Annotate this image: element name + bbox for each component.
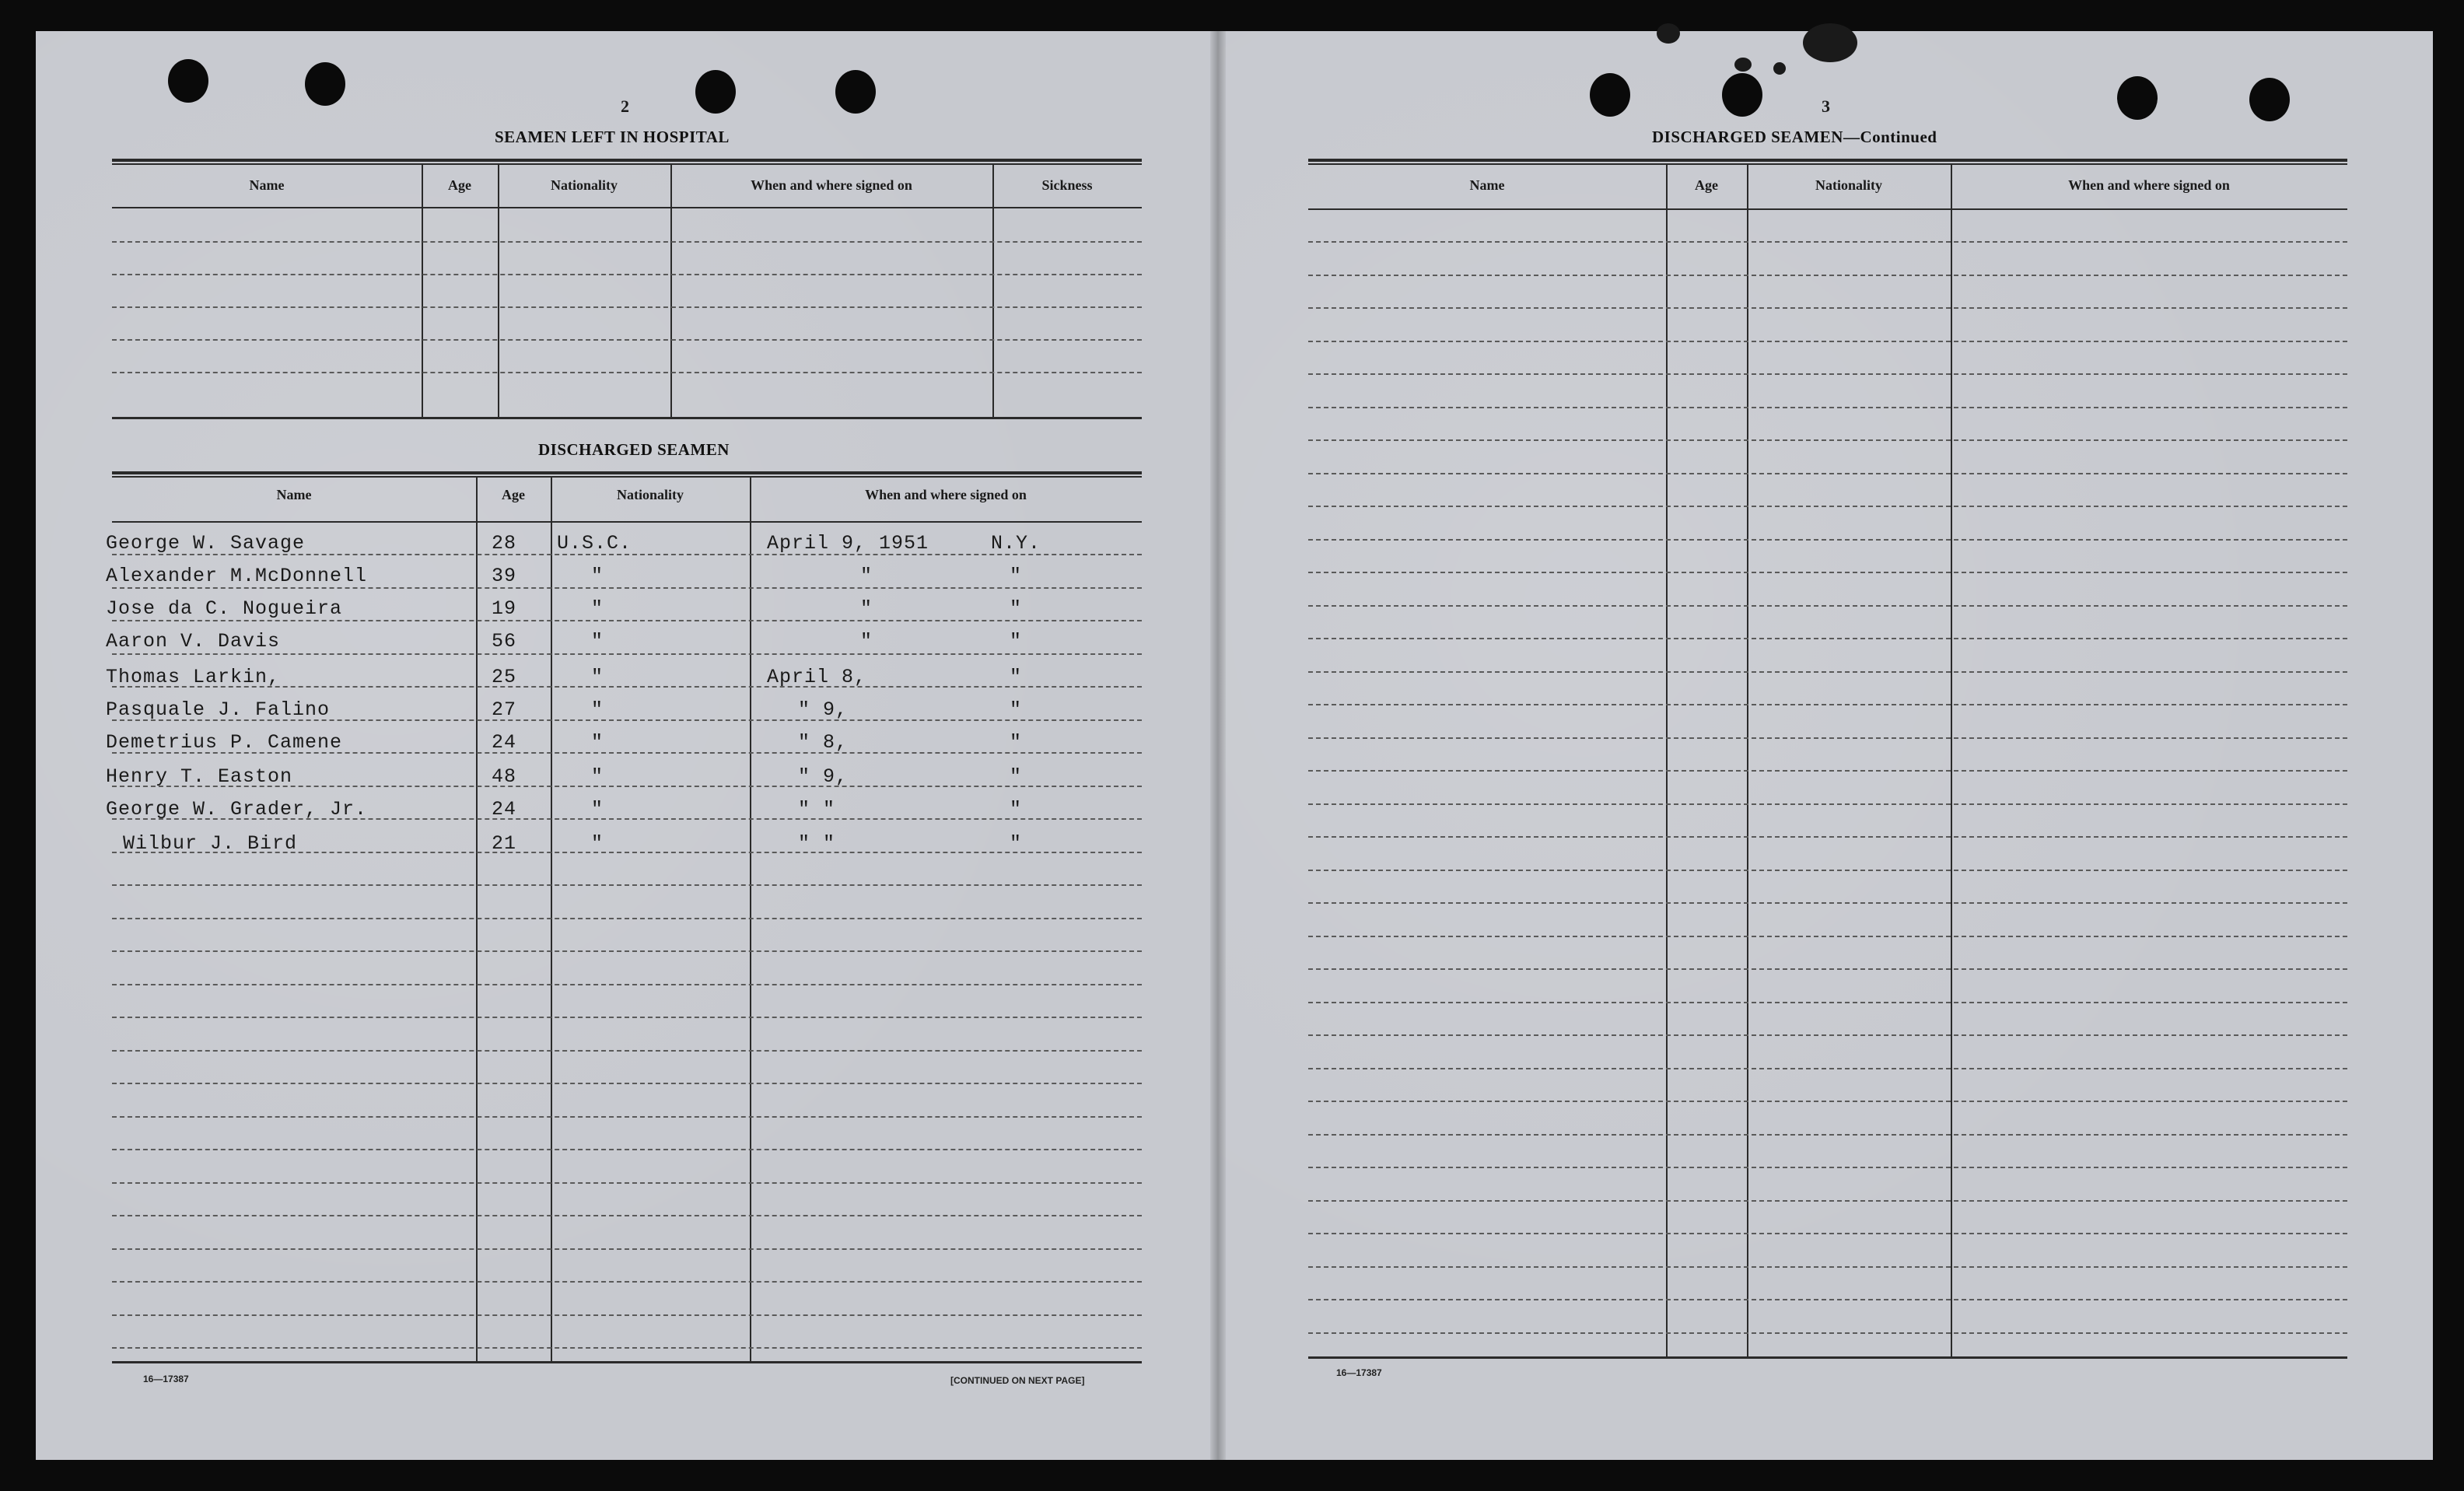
- right-col-age: Age: [1695, 177, 1718, 193]
- punch-hole: [168, 59, 208, 103]
- right-row-line: [1308, 341, 2347, 342]
- discharged-row-line: [112, 1149, 1142, 1150]
- seaman-age: 56: [492, 630, 517, 653]
- hospital-table-top-rule: [112, 163, 1142, 165]
- right-col-divider: [1747, 165, 1748, 1356]
- seaman-nationality: ": [591, 731, 604, 754]
- signed-on-date: April 9, 1951: [767, 532, 929, 555]
- punch-hole: [695, 70, 736, 114]
- discharged-row-line: [112, 1314, 1142, 1316]
- discharged-row-line: [112, 1116, 1142, 1118]
- discharged-table-top-rule: [112, 471, 1142, 474]
- right-col-nationality: Nationality: [1815, 177, 1882, 193]
- right-row-line: [1308, 241, 2347, 243]
- right-row-line: [1308, 1332, 2347, 1334]
- discharged-row-line: [112, 1215, 1142, 1216]
- right-row-line: [1308, 1233, 2347, 1234]
- right-row-line: [1308, 1299, 2347, 1300]
- continued-note: [CONTINUED ON NEXT PAGE]: [950, 1375, 1085, 1386]
- signed-on-place: ": [1010, 765, 1023, 788]
- right-row-line: [1308, 1266, 2347, 1268]
- page-fold: [1210, 31, 1226, 1460]
- right-header-rule: [1308, 208, 2347, 210]
- right-table-top-rule: [1308, 159, 2347, 162]
- hospital-row-line: [112, 339, 1142, 341]
- continued-section-title: [1652, 128, 1937, 147]
- punch-hole: [1590, 73, 1630, 117]
- right-row-line: [1308, 506, 2347, 507]
- hospital-col-name: Name: [249, 177, 285, 193]
- right-row-line: [1308, 1101, 2347, 1102]
- discharged-section-title: DISCHARGED SEAMEN: [538, 440, 730, 459]
- signed-on-place: ": [1010, 565, 1023, 587]
- hospital-col-divider: [992, 165, 994, 417]
- hospital-section-title: SEAMEN LEFT IN HOSPITAL: [495, 128, 730, 146]
- seaman-nationality: ": [591, 666, 604, 688]
- signed-on-place: N.Y.: [991, 532, 1041, 555]
- signed-on-place: ": [1010, 731, 1023, 754]
- right-row-line: [1308, 936, 2347, 937]
- right-col-divider: [1951, 165, 1952, 1356]
- discharged-row-line: [112, 1083, 1142, 1084]
- discharged-row-line: [112, 950, 1142, 952]
- discharged-table-bottom-rule: [112, 1361, 1142, 1363]
- discharged-row-line: [112, 1248, 1142, 1250]
- right-row-line: [1308, 539, 2347, 541]
- punch-hole: [1722, 73, 1762, 117]
- right-row-line: [1308, 803, 2347, 805]
- discharged-col-divider: [551, 478, 552, 1361]
- punch-hole: [835, 70, 876, 114]
- hospital-row-line: [112, 306, 1142, 308]
- hospital-table-top-rule: [112, 159, 1142, 162]
- discharged-col-divider: [750, 478, 751, 1361]
- hospital-col-age: Age: [448, 177, 471, 193]
- seaman-name: Pasquale J. Falino: [106, 698, 331, 721]
- discharged-row-line: [112, 884, 1142, 886]
- form-number-right: 16—17387: [1336, 1367, 1382, 1378]
- discharged-row-line: [112, 984, 1142, 985]
- discharged-col-age: Age: [502, 487, 525, 502]
- seaman-name: Thomas Larkin,: [106, 666, 281, 688]
- right-table-bottom-rule: [1308, 1356, 2347, 1359]
- seaman-name: Aaron V. Davis: [106, 630, 281, 653]
- seaman-age: 19: [492, 597, 517, 620]
- seaman-age: 39: [492, 565, 517, 587]
- hospital-row-line: [112, 241, 1142, 243]
- signed-on-place: ": [1010, 630, 1023, 653]
- right-row-line: [1308, 1167, 2347, 1168]
- right-row-line: [1308, 870, 2347, 871]
- signed-on-date: ": [860, 597, 873, 620]
- signed-on-place: ": [1010, 798, 1023, 821]
- signed-on-place: ": [1010, 832, 1023, 855]
- signed-on-date: ": [860, 565, 873, 587]
- discharged-row-line: [112, 653, 1142, 655]
- discharged-col-name: Name: [276, 487, 312, 502]
- seaman-nationality: ": [591, 832, 604, 855]
- right-row-line: [1308, 1134, 2347, 1136]
- signed-on-date: " 8,: [798, 731, 849, 754]
- seaman-age: 24: [492, 731, 517, 754]
- seaman-name: Jose da C. Nogueira: [106, 597, 343, 620]
- discharged-table-top-rule: [112, 476, 1142, 478]
- discharged-row-line: [112, 1281, 1142, 1283]
- seaman-age: 21: [492, 832, 517, 855]
- hospital-row-line: [112, 274, 1142, 275]
- edge-damage: [1657, 23, 1680, 44]
- continued-title-main: DISCHARGED SEAMEN: [1652, 128, 1843, 146]
- right-row-line: [1308, 968, 2347, 970]
- seaman-nationality: ": [591, 765, 604, 788]
- right-row-line: [1308, 704, 2347, 705]
- discharged-row-line: [112, 1017, 1142, 1018]
- seaman-nationality: ": [591, 597, 604, 620]
- discharged-row-line: [112, 1182, 1142, 1184]
- page-number-right: 3: [1822, 96, 1830, 116]
- right-row-line: [1308, 1002, 2347, 1003]
- punch-hole: [2249, 78, 2290, 121]
- right-row-line: [1308, 836, 2347, 838]
- discharged-row-line: [112, 1050, 1142, 1052]
- signed-on-date: April 8,: [767, 666, 867, 688]
- seaman-nationality: ": [591, 698, 604, 721]
- seaman-nationality: ": [591, 630, 604, 653]
- signed-on-date: " ": [798, 798, 836, 821]
- right-row-line: [1308, 373, 2347, 375]
- discharged-row-line: [112, 1347, 1142, 1349]
- seaman-age: 24: [492, 798, 517, 821]
- hospital-col-divider: [670, 165, 672, 417]
- seaman-nationality: U.S.C.: [557, 532, 632, 555]
- right-row-line: [1308, 737, 2347, 739]
- seaman-name: Alexander M.McDonnell: [106, 565, 368, 587]
- hospital-col-signed-on: When and where signed on: [751, 177, 912, 193]
- form-number-left: 16—17387: [143, 1374, 189, 1384]
- right-row-line: [1308, 1034, 2347, 1036]
- right-row-line: [1308, 275, 2347, 276]
- hospital-col-nationality: Nationality: [550, 177, 618, 193]
- right-row-line: [1308, 307, 2347, 309]
- seaman-name: Demetrius P. Camene: [106, 731, 343, 754]
- seaman-nationality: ": [591, 565, 604, 587]
- signed-on-place: ": [1010, 698, 1023, 721]
- edge-damage: [1803, 23, 1857, 62]
- right-row-line: [1308, 407, 2347, 408]
- seaman-name: Wilbur J. Bird: [123, 832, 298, 855]
- seaman-nationality: ": [591, 798, 604, 821]
- signed-on-date: " 9,: [798, 698, 849, 721]
- right-row-line: [1308, 1200, 2347, 1202]
- hospital-row-line: [112, 372, 1142, 373]
- right-col-name: Name: [1469, 177, 1505, 193]
- signed-on-date: " 9,: [798, 765, 849, 788]
- discharged-row-line: [112, 918, 1142, 919]
- right-col-signed-on: When and where signed on: [2068, 177, 2230, 193]
- right-row-line: [1308, 605, 2347, 607]
- continued-title-suffix: —Continued: [1843, 128, 1937, 146]
- seaman-name: Henry T. Easton: [106, 765, 293, 788]
- seaman-age: 48: [492, 765, 517, 788]
- right-row-line: [1308, 770, 2347, 772]
- right-col-divider: [1666, 165, 1668, 1356]
- seaman-age: 27: [492, 698, 517, 721]
- signed-on-date: ": [860, 630, 873, 653]
- right-row-line: [1308, 902, 2347, 904]
- punch-hole: [2117, 76, 2158, 120]
- signed-on-place: ": [1010, 597, 1023, 620]
- hospital-header-rule: [112, 207, 1142, 208]
- seaman-age: 28: [492, 532, 517, 555]
- seaman-name: George W. Grader, Jr.: [106, 798, 368, 821]
- right-row-line: [1308, 1068, 2347, 1069]
- right-row-line: [1308, 439, 2347, 441]
- hospital-col-sickness: Sickness: [1041, 177, 1093, 193]
- signed-on-place: ": [1010, 666, 1023, 688]
- punch-hole: [305, 62, 345, 106]
- discharged-col-nationality: Nationality: [616, 487, 684, 502]
- discharged-col-signed-on: When and where signed on: [865, 487, 1027, 502]
- discharged-col-divider: [476, 478, 478, 1361]
- hospital-col-divider: [422, 165, 423, 417]
- page-number-left: 2: [621, 96, 629, 116]
- signed-on-date: " ": [798, 832, 836, 855]
- seaman-name: George W. Savage: [106, 532, 306, 555]
- hospital-table-bottom-rule: [112, 417, 1142, 419]
- right-row-line: [1308, 671, 2347, 673]
- right-row-line: [1308, 638, 2347, 639]
- edge-damage: [1773, 62, 1786, 75]
- right-table-top-rule: [1308, 163, 2347, 165]
- right-row-line: [1308, 473, 2347, 474]
- right-page: [1218, 31, 2433, 1460]
- hospital-col-divider: [498, 165, 499, 417]
- seaman-age: 25: [492, 666, 517, 688]
- discharged-header-rule: [112, 521, 1142, 523]
- discharged-row-line: [112, 620, 1142, 621]
- right-row-line: [1308, 572, 2347, 573]
- edge-damage: [1734, 58, 1752, 72]
